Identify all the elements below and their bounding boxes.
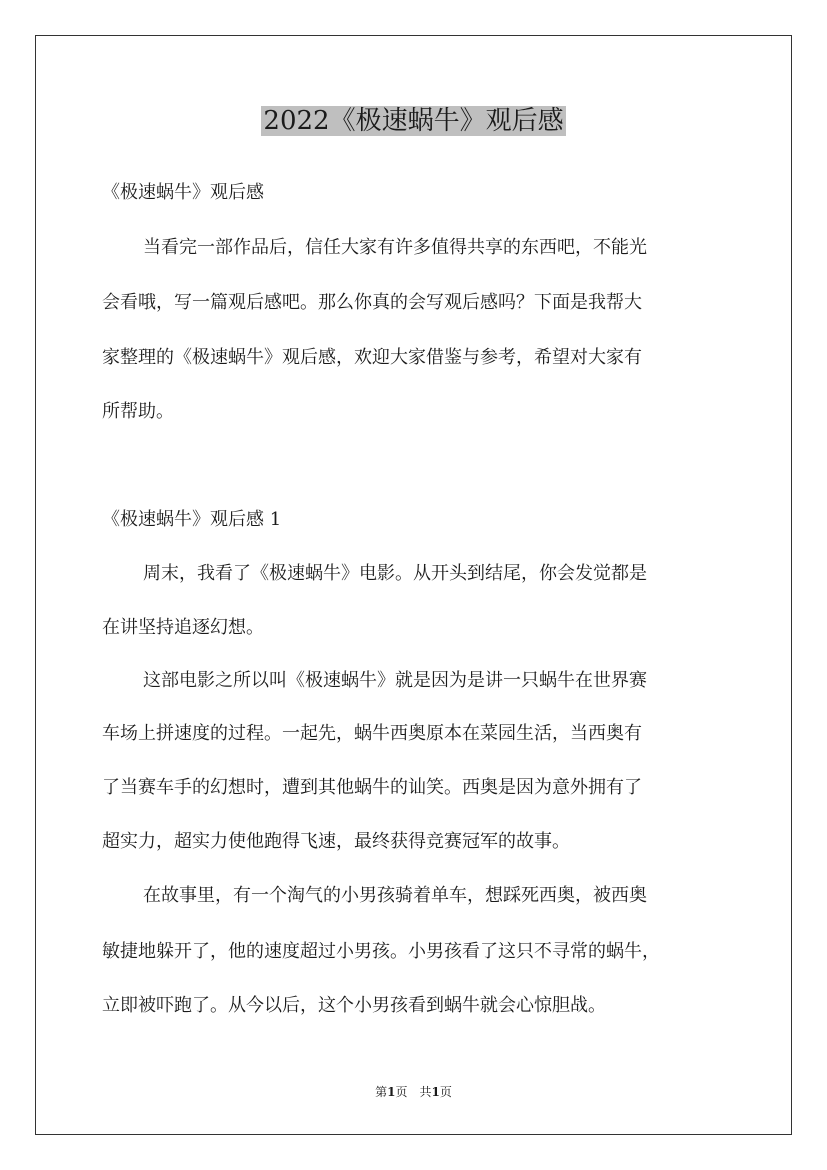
footer-mid: 页 共 xyxy=(395,1085,432,1099)
footer-page-current: 1 xyxy=(387,1085,396,1099)
paragraph-line: 敏捷地躲开了，他的速度超过小男孩。小男孩看了这只不寻常的蜗牛， xyxy=(102,941,660,962)
paragraph-line: 周末，我看了《极速蜗牛》电影。从开头到结尾，你会发觉都是 xyxy=(143,563,647,584)
paragraph-line: 当看完一部作品后，信任大家有许多值得共享的东西吧，不能光 xyxy=(143,237,647,258)
paragraph-line: 所帮助。 xyxy=(102,401,174,422)
footer-prefix: 第 xyxy=(375,1085,388,1099)
footer-suffix: 页 xyxy=(439,1085,452,1099)
paragraph-line: 在故事里，有一个淘气的小男孩骑着单车，想踩死西奥，被西奥 xyxy=(143,885,647,906)
paragraph-line: 超实力，超实力使他跑得飞速，最终获得竞赛冠军的故事。 xyxy=(102,831,570,852)
intro-heading: 《极速蜗牛》观后感 xyxy=(102,182,264,203)
section-heading: 《极速蜗牛》观后感 1 xyxy=(102,509,282,530)
paragraph-line: 在讲坚持追逐幻想。 xyxy=(102,617,264,638)
paragraph-line: 家整理的《极速蜗牛》观后感，欢迎大家借鉴与参考，希望对大家有 xyxy=(102,347,642,368)
paragraph-line: 车场上拼速度的过程。一起先，蜗牛西奥原本在菜园生活，当西奥有 xyxy=(102,723,642,744)
paragraph-line: 这部电影之所以叫《极速蜗牛》就是因为是讲一只蜗牛在世界赛 xyxy=(143,670,647,691)
paragraph-line: 了当赛车手的幻想时，遭到其他蜗牛的讪笑。西奥是因为意外拥有了 xyxy=(102,777,642,798)
footer-page-total: 1 xyxy=(431,1085,440,1099)
document-title xyxy=(0,101,827,141)
document-title-text: 2022《极速蜗牛》观后感 xyxy=(263,106,564,136)
paragraph-line: 会看哦，写一篇观后感吧。那么你真的会写观后感吗？下面是我帮大 xyxy=(102,292,642,313)
paragraph-line: 立即被吓跑了。从今以后，这个小男孩看到蜗牛就会心惊胆战。 xyxy=(102,995,606,1016)
page-footer xyxy=(0,1084,827,1100)
